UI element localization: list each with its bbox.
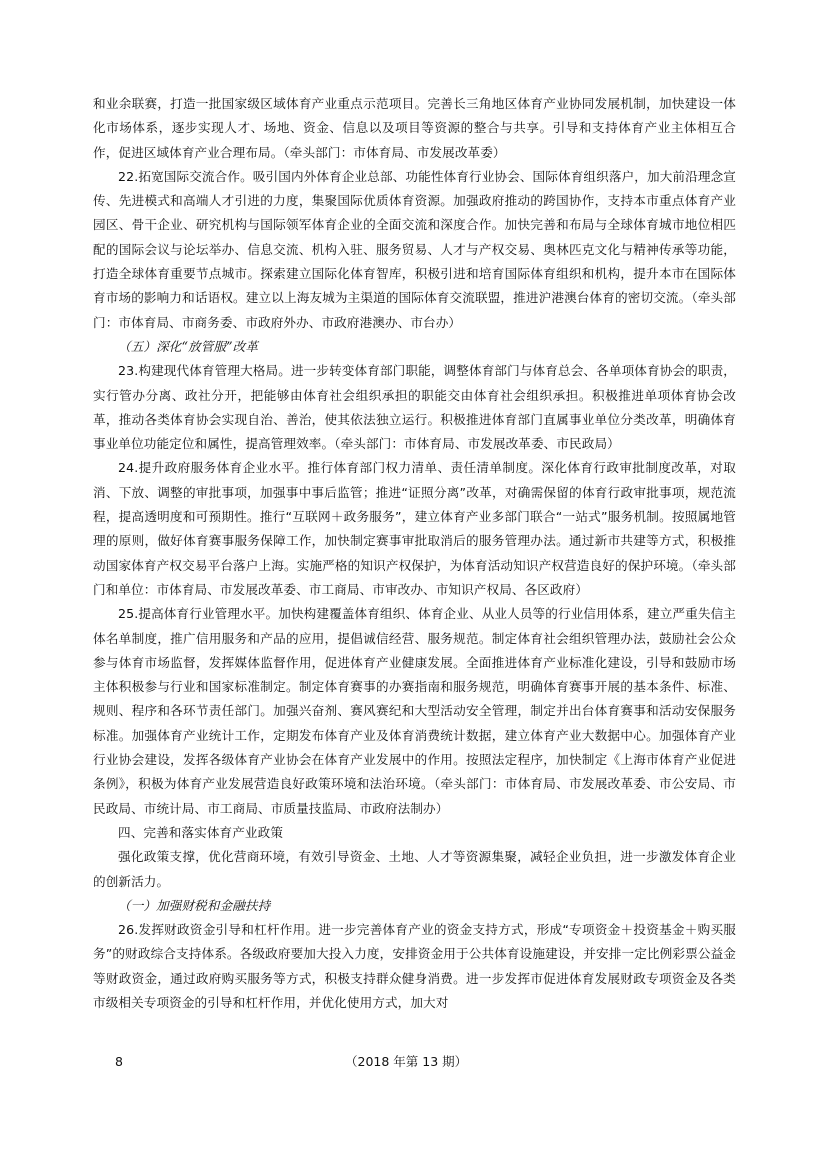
section-heading-one: （一）加强财税和金融扶持 [118,897,271,913]
paragraph-24: 24.提升政府服务体育企业水平。推行体育部门权力清单、责任清单制度。深化体育行政审批制度改革，对取消、下放、调整的审批事项，加强事中事后监管；推进“证照分离”改革，对确需保留的体育行政审批事项，规范流程，提高透明度和可预期性。推行“互联网＋政务服务”，建立体育产业多部门联合“一站式”服务机制。按照属地管理的原则，做好体育赛事服务保障工作，加快制定赛事审批取消后的服务管理办法。通过新市共建等方式，积极推动国家体育产权交易平台落户上海。实施严格的知识产权保护，为体育活动知识产权营造良好的保护环境。（牵头部门和单位：市体育局、市发展改革委、市工商局、市审改办、市知识产权局、各区政府） [93,460,736,597]
paragraph-25: 25.提高体育行业管理水平。加快构建覆盖体育组织、体育企业、从业人员等的行业信用体系，建立严重失信主体名单制度，推广信用服务和产品的应用，提倡诚信经营、服务规范。制定体育社会组织管理办法，鼓励社会公众参与体育市场监督，发挥媒体监督作用，促进体育产业健康发展。全面推进体育产业标准化建设，引导和鼓励市场主体积极参与行业和国家标准制定。制定体育赛事的办赛指南和服务规范，明确体育赛事开展的基本条件、标准、规则、程序和各环节责任部门。加强兴奋剂、赛风赛纪和大型活动安全管理，制定并出台体育赛事和活动安保服务标准。加强体育产业统计工作，定期发布体育产业及体育消费统计数据，建立体育产业大数据中心。加强体育产业行业协会建设，发挥各级体育产业协会在体育产业发展中的作用。按照法定程序，加快制定《上海市体育产业促进条例》，积极为体育产业发展营造良好政策环境和法治环境。（牵头部门：市体育局、市发展改革委、市公安局、市民政局、市统计局、市工商局、市质量技监局、市政府法制办） [93,606,736,816]
document-body [93,92,736,1015]
section-heading-five: （五）深化“放管服”改革 [118,338,259,354]
paragraph-23: 23.构建现代体育管理大格局。进一步转变体育部门职能，调整体育部门与体育总会、各单项体育协会的职责，实行管办分离、政社分开，把能够由体育社会组织承担的职能交由体育社会组织承担。积极推进单项体育协会改革，推动各类体育协会实现自治、善治，使其依法独立运行。积极推进体育部门直属事业单位分类改革，明确体育事业单位功能定位和属性，提高管理效率。（牵头部门：市体育局、市发展改革委、市民政局） [93,363,736,452]
section-heading-four: 四、完善和落实体育产业政策 [118,824,284,840]
paragraph-26: 26.发挥财政资金引导和杠杆作用。进一步完善体育产业的资金支持方式，形成“专项资金＋投资基金＋购买服务”的财政综合支持体系。各级政府要加大投入力度，安排资金用于公共体育设施建设，并安排一定比例彩票公益金等财政资金，通过政府购买服务等方式，积极支持群众健身消费。进一步发挥市促进体育发展财政专项资金及各类市级相关专项资金的引导和杠杆作用，并优化使用方式，加大对 [93,922,736,1010]
issue-label: （2018 年第 13 期） [345,1054,468,1069]
paragraph-22: 22.拓宽国际交流合作。吸引国内外体育企业总部、功能性体育行业协会、国际体育组织落户，加大前沿理念宣传、先进模式和高端人才引进的力度，集聚国际优质体育资源。加强政府推动的跨国协作，支持本市重点体育产业园区、骨干企业、研究机构与国际领军体育企业的全面交流和深度合作。加快完善和布局与全球体育城市地位相匹配的国际会议与论坛举办、信息交流、机构入驻、服务贸易、人才与产权交易、奥林匹克文化与精神传承等功能，打造全球体育重要节点城市。探索建立国际化体育智库，积极引进和培育国际体育组织和机构，提升本市在国际体育市场的影响力和话语权。建立以上海友城为主渠道的国际体育交流联盟，推进沪港澳台体育的密切交流。（牵头部门：市体育局、市商务委、市政府外办、市政府港澳办、市台办） [93,168,736,330]
paragraph-four-intro: 强化政策支撑，优化营商环境，有效引导资金、土地、人才等资源集聚，减轻企业负担，进一步激发体育企业的创新活力。 [93,849,736,889]
paragraph-intro: 和业余联赛，打造一批国家级区域体育产业重点示范项目。完善长三角地区体育产业协同发展机制，加快建设一体化市场体系，逐步实现人才、场地、资金、信息以及项目等资源的整合与共享。引导和支持体育产业主体相互合作，促进区域体育产业合理布局。（牵头部门：市体育局、市发展改革委） [93,96,736,160]
page-number: 8 [115,1054,123,1069]
